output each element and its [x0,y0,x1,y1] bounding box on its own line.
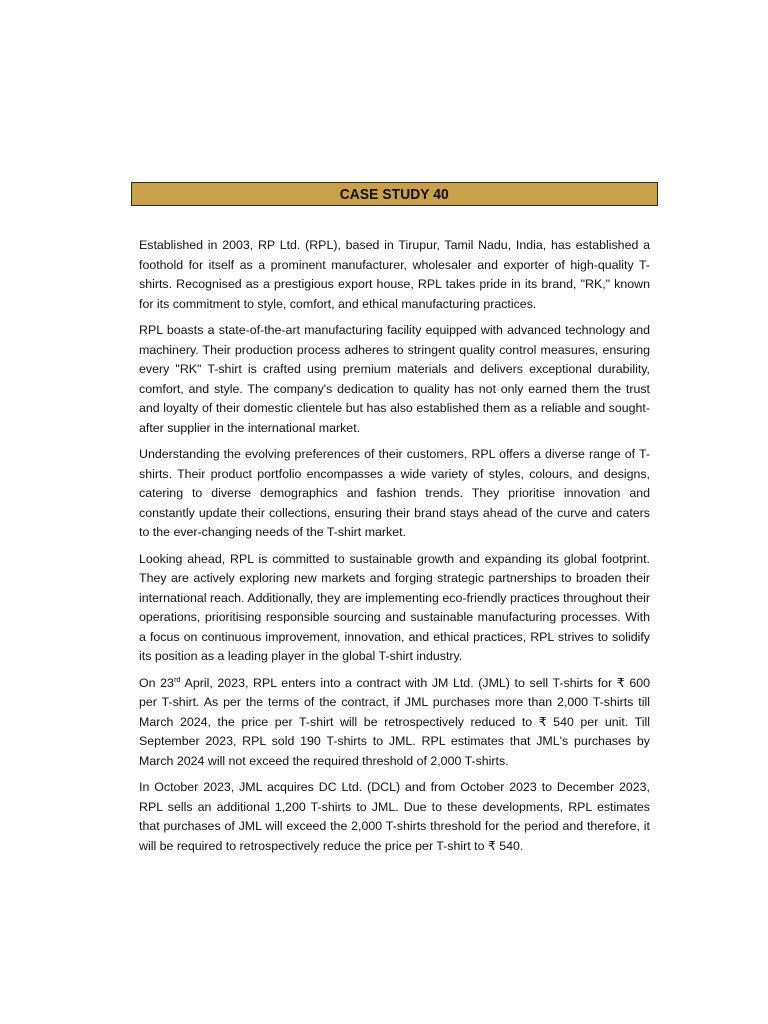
paragraph-contract-terms [139,674,650,772]
date-ordinal-suffix: rd [173,674,181,684]
contract-terms-text: April, 2023, RPL enters into a contract with JM Ltd. (JML) to sell T-shirts for ₹ 600 per T-shirt. As per the terms of the contract, if JML purchases more than 2,000 T-shirts till March 2024, the price per T-shirt will be retrospectively reduced to ₹ 540 per unit. Till September 2023, RPL sold 190 T-shirts to JML. RPL estimates that JML's purchases by March 2024 will not exceed the required threshold of 2,000 T-shirts. [139,675,650,768]
contract-date-prefix: On 23 [139,675,174,690]
case-study-title-bar [131,182,658,206]
page-title: CASE STUDY 40 [339,185,450,203]
paragraph-growth-plans: Looking ahead, RPL is committed to sustainable growth and expanding its global footprint. They are actively exploring new markets and forging strategic partnerships to broaden their international reach. Additionally, they are implementing eco-friendly practices throughout their operations, prioritising responsible sourcing and sustainable manufacturing processes. With a focus on continuous improvement, innovation, and ethical practices, RPL strives to solidify its position as a leading player in the global T-shirt industry. [139,551,650,663]
paragraph-company-overview: Established in 2003, RP Ltd. (RPL), based in Tirupur, Tamil Nadu, India, has established a foothold for itself as a prominent manufacturer, wholesaler and exporter of high-quality T-shirts. Recognised as a prestigious export house, RPL takes pride in its brand, "RK," known for its commitment to style, comfort, and ethical manufacturing practices. [139,238,650,311]
case-study-body [139,236,650,863]
paragraph-product-range: Understanding the evolving preferences of their customers, RPL offers a diverse range of T-shirts. Their product portfolio encompasses a wide variety of styles, colours, and designs, catering to diverse demographics and fashion trends. They prioritise innovation and constantly update their collections, ensuring their brand stays ahead of the curve and caters to the ever-changing needs of the T-shirt market. [139,447,650,539]
paragraph-manufacturing: RPL boasts a state-of-the-art manufacturing facility equipped with advanced technology and machinery. Their production process adheres to stringent quality control measures, ensuring every "RK" T-shirt is crafted using premium materials and delivers exceptional durability, comfort, and style. The company's dedication to quality has not only earned them the trust and loyalty of their domestic clientele but has also established them as a reliable and sought-after supplier in the international market. [139,323,650,435]
paragraph-acquisition-update: In October 2023, JML acquires DC Ltd. (DCL) and from October 2023 to December 2023, RPL sells an additional 1,200 T-shirts to JML. Due to these developments, RPL estimates that purchases of JML will exceed the 2,000 T-shirts threshold for the period and therefore, it will be required to retrospectively reduce the price per T-shirt to ₹ 540. [139,780,650,853]
